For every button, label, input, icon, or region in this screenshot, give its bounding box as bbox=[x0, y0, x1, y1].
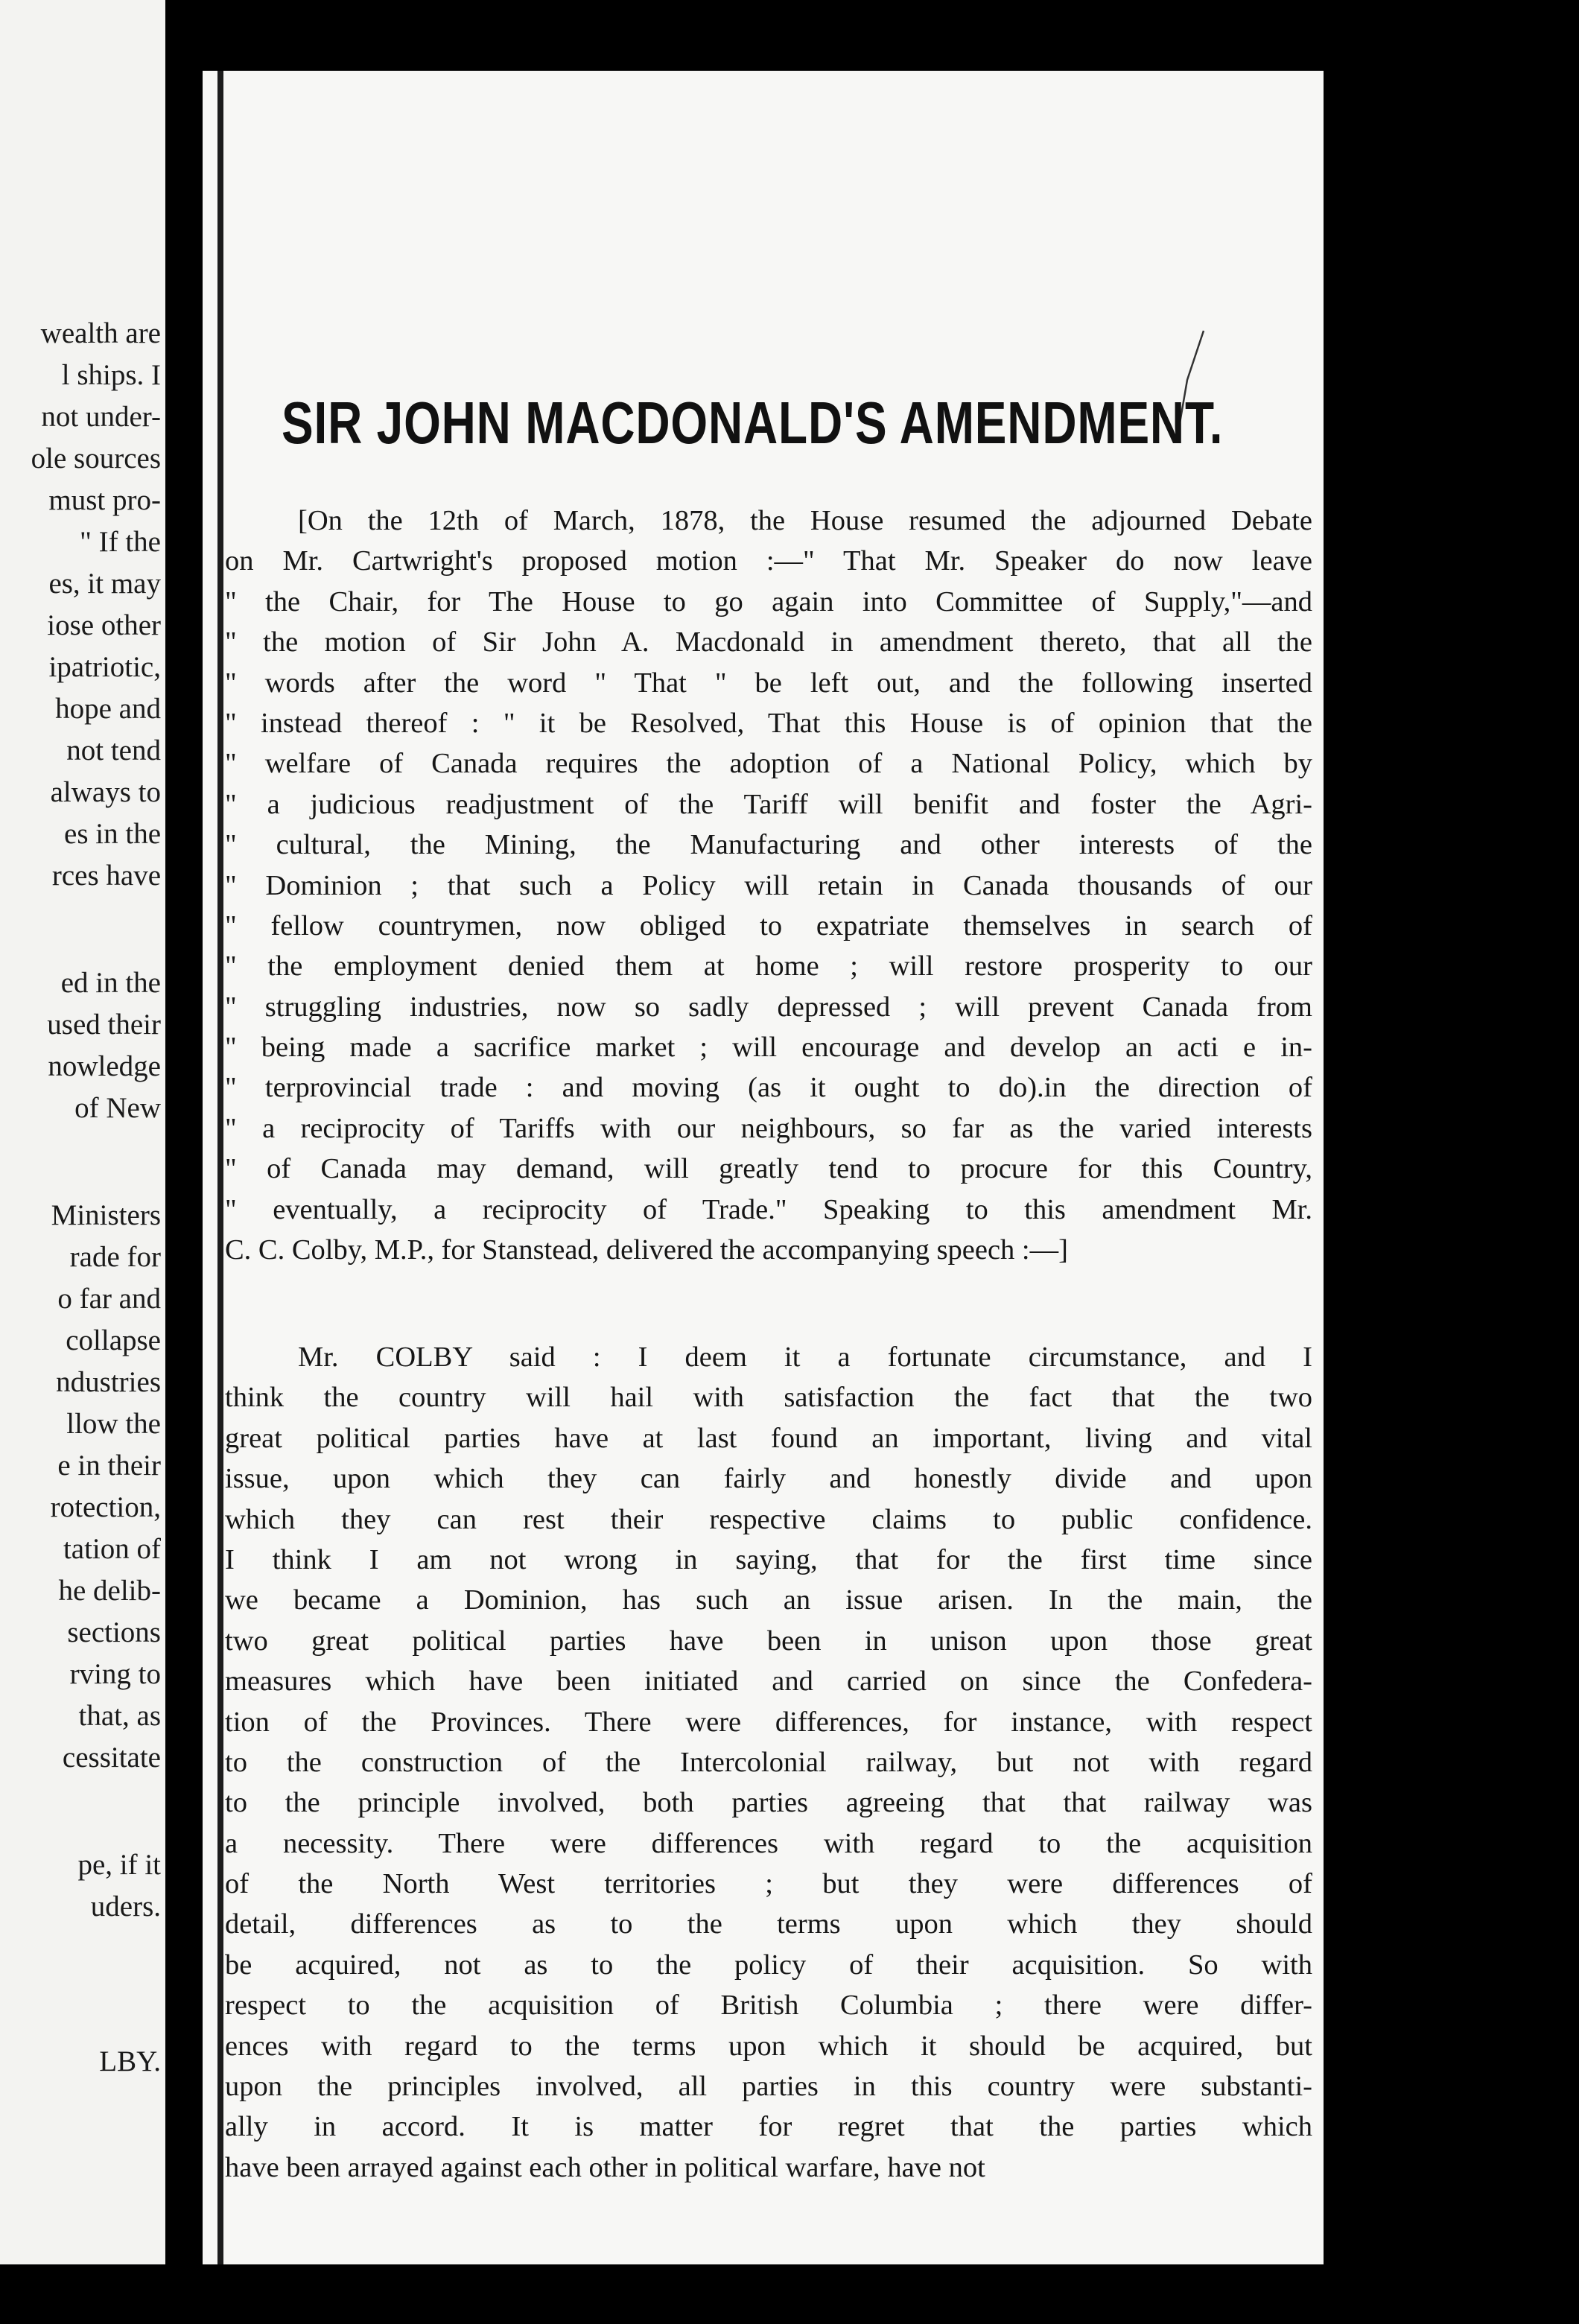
facing-page-line: es, it may bbox=[48, 568, 161, 600]
facing-page-line: used their bbox=[47, 1009, 161, 1041]
text-line: measures which have been initiated and carried on since the Confedera- bbox=[225, 1666, 1312, 1698]
text-line: a necessity. There were differences with regard to the acquisition bbox=[225, 1827, 1312, 1859]
page-spine-shadow bbox=[217, 71, 223, 2264]
text-line: respect to the acquisition of British Columbia ; there were differ- bbox=[225, 1990, 1312, 2022]
facing-page-line: tation of bbox=[63, 1533, 161, 1565]
facing-page-line: rade for bbox=[69, 1241, 161, 1273]
facing-page-line: that, as bbox=[78, 1700, 161, 1732]
text-line: which they can rest their respective claims to public confidence. bbox=[225, 1503, 1312, 1535]
text-line: to the construction of the Intercolonial railway, but not with regard bbox=[225, 1746, 1312, 1778]
text-line: upon the principles involved, all parties in this country were substanti- bbox=[225, 2071, 1312, 2103]
text-line: two great political parties have been in unison upon those great bbox=[225, 1625, 1312, 1657]
text-line: " the employment denied them at home ; will restore prosperity to our bbox=[225, 950, 1312, 982]
text-line: " a judicious readjustment of the Tariff will benifit and foster the Agri- bbox=[225, 788, 1312, 820]
text-line: ally in accord. It is matter for regret that the parties which bbox=[225, 2111, 1312, 2143]
facing-page-line: rotection, bbox=[50, 1491, 161, 1523]
text-line: ences with regard to the terms upon which it should be acquired, but bbox=[225, 2030, 1312, 2062]
text-line: tion of the Provinces. There were differences, for instance, with respect bbox=[225, 1706, 1312, 1738]
text-line: on Mr. Cartwright's proposed motion :—" That Mr. Speaker do now leave bbox=[225, 545, 1312, 577]
facing-page-line: uders. bbox=[90, 1890, 161, 1923]
speech-paragraph bbox=[225, 1337, 1312, 2188]
facing-page-line: o far and bbox=[57, 1283, 161, 1315]
text-line: " the Chair, for The House to go again into Committee of Supply,"—and bbox=[225, 585, 1312, 617]
text-line: " struggling industries, now so sadly depressed ; will prevent Canada from bbox=[225, 991, 1312, 1023]
text-line: we became a Dominion, has such an issue arisen. In the main, the bbox=[225, 1584, 1312, 1616]
facing-page-line: Ministers bbox=[51, 1199, 161, 1231]
facing-page-line: iose other bbox=[47, 609, 161, 641]
facing-page-line: llow the bbox=[66, 1408, 161, 1440]
text-line: " Dominion ; that such a Policy will retain in Canada thousands of our bbox=[225, 869, 1312, 901]
facing-page-text bbox=[0, 0, 165, 2264]
facing-page-left bbox=[0, 0, 165, 2264]
text-line: " fellow countrymen, now obliged to expatriate themselves in search of bbox=[225, 909, 1312, 942]
text-line: " welfare of Canada requires the adoption of a National Policy, which by bbox=[225, 748, 1312, 780]
text-line: have been arrayed against each other in political warfare, have not bbox=[225, 2151, 985, 2183]
facing-page-line: collapse bbox=[66, 1324, 161, 1356]
text-line: " words after the word " That " be left out, and the following inserted bbox=[225, 667, 1312, 699]
text-line: to the principle involved, both parties agreeing that that railway was bbox=[225, 1787, 1312, 1819]
facing-page-line: wealth are bbox=[40, 317, 161, 349]
facing-page-line: " If the bbox=[79, 526, 161, 558]
facing-page-line: sections bbox=[67, 1616, 161, 1648]
text-line: I think I am not wrong in saying, that for the first time since bbox=[225, 1543, 1312, 1575]
facing-page-line: must pro- bbox=[48, 484, 161, 516]
text-line: great political parties have at last found an important, living and vital bbox=[225, 1422, 1312, 1454]
facing-page-line: ndustries bbox=[56, 1366, 161, 1398]
text-line: " eventually, a reciprocity of Trade." Speaking to this amendment Mr. bbox=[225, 1193, 1312, 1225]
text-line: " terprovincial trade : and moving (as it ought to do).in the direction of bbox=[225, 1072, 1312, 1104]
text-line: " of Canada may demand, will greatly tend to procure for this Country, bbox=[225, 1153, 1312, 1185]
facing-page-line: l ships. I bbox=[61, 359, 161, 391]
facing-page-line: es in the bbox=[64, 818, 161, 850]
text-line: " cultural, the Mining, the Manufacturing and other interests of the bbox=[225, 829, 1312, 861]
facing-page-line: not under- bbox=[41, 401, 161, 433]
facing-page-line: pe, if it bbox=[77, 1849, 161, 1881]
text-line: [On the 12th of March, 1878, the House resumed the adjourned Debate bbox=[298, 505, 1312, 536]
text-line: of the North West territories ; but they were differences of bbox=[225, 1868, 1312, 1900]
text-line: Mr. COLBY said : I deem it a fortunate circumstance, and I bbox=[298, 1342, 1312, 1373]
page-title: SIR JOHN MACDONALD'S AMENDMENT. bbox=[282, 390, 1224, 456]
facing-page-line: nowledge bbox=[48, 1050, 161, 1082]
facing-page-line: not tend bbox=[66, 734, 161, 766]
facing-page-line: rces have bbox=[51, 860, 161, 892]
text-line: " instead thereof : " it be Resolved, That this House is of opinion that the bbox=[225, 707, 1312, 739]
facing-page-line: e in their bbox=[57, 1450, 161, 1482]
text-line: " being made a sacrifice market ; will encourage and develop an acti e in- bbox=[225, 1032, 1312, 1064]
text-line: think the country will hail with satisfaction the fact that the two bbox=[225, 1382, 1312, 1414]
text-line: " the motion of Sir John A. Macdonald in amendment thereto, that all the bbox=[225, 626, 1312, 658]
text-line: " a reciprocity of Tariffs with our neighbours, so far as the varied interests bbox=[225, 1112, 1312, 1144]
facing-page-line: ole sources bbox=[31, 442, 161, 474]
facing-page-line: cessitate bbox=[62, 1742, 161, 1774]
text-line: C. C. Colby, M.P., for Stanstead, delivered the accompanying speech :—] bbox=[225, 1234, 1068, 1266]
text-line: issue, upon which they can fairly and honestly divide and upon bbox=[225, 1463, 1312, 1495]
text-line: be acquired, not as to the policy of their acquisition. So with bbox=[225, 1949, 1312, 1981]
facing-page-line: he delib- bbox=[58, 1575, 161, 1607]
facing-page-line: rving to bbox=[69, 1658, 161, 1690]
facing-page-line: always to bbox=[50, 776, 161, 808]
facing-page-line: hope and bbox=[55, 693, 161, 725]
facing-page-line: LBY. bbox=[99, 2045, 161, 2077]
facing-page-line: ipatriotic, bbox=[48, 651, 161, 683]
preamble-paragraph bbox=[225, 501, 1312, 1270]
text-line: detail, differences as to the terms upon which they should bbox=[225, 1908, 1312, 1940]
facing-page-line: of New bbox=[74, 1092, 161, 1124]
facing-page-line: ed in the bbox=[60, 967, 161, 999]
